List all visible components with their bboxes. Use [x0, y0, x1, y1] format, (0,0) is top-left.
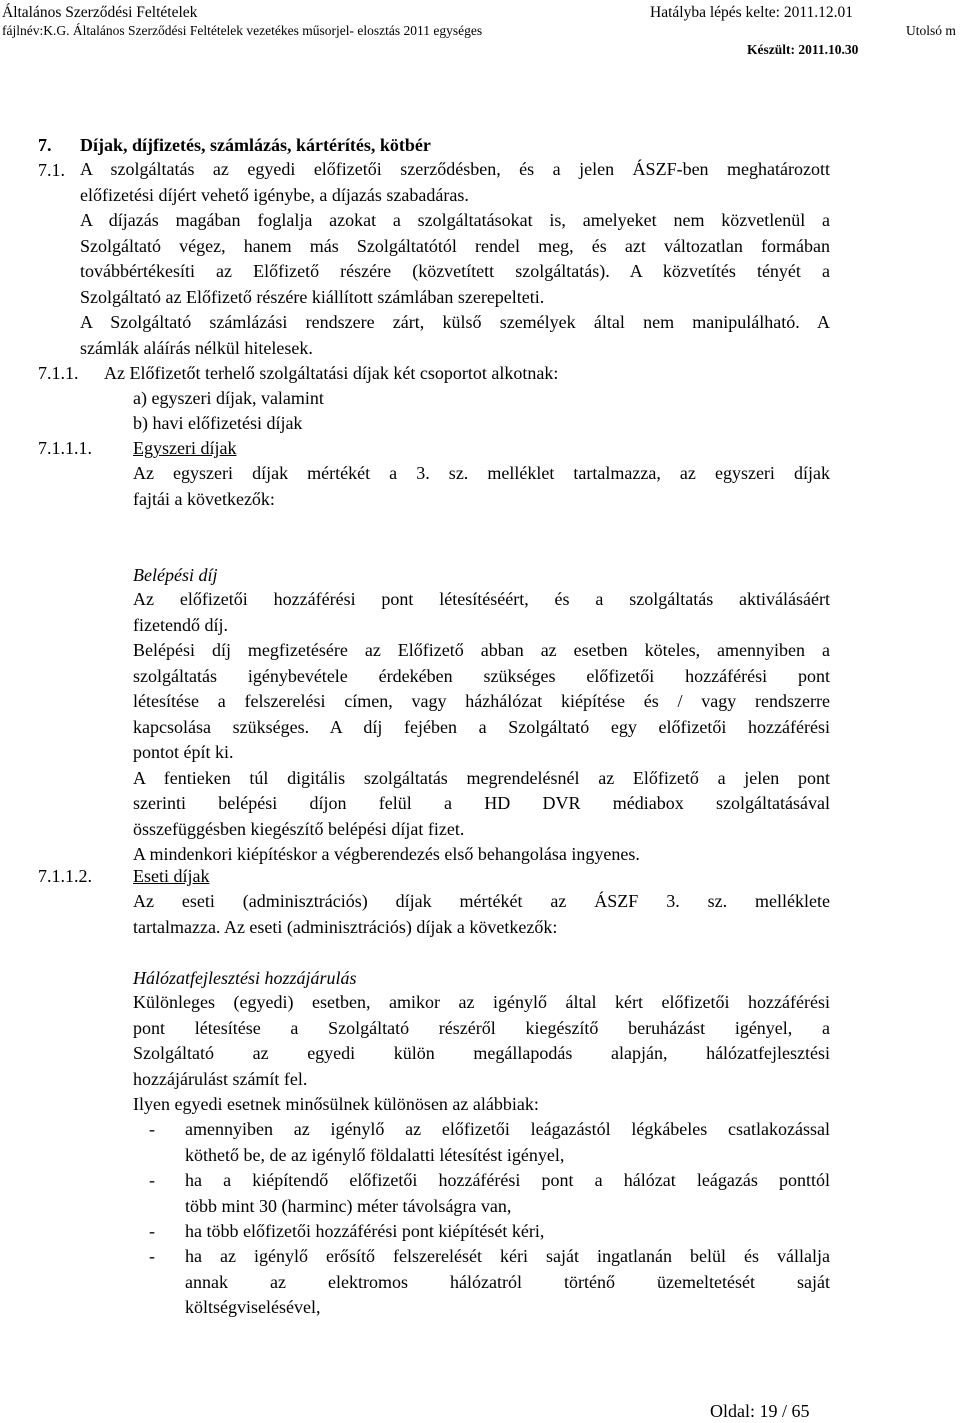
eseti-intro — [133, 889, 830, 940]
clause-7-1-1-2-title: Eseti díjak — [133, 866, 210, 886]
clause-line: A díjazás magában foglalja azokat a szolgáltatásokat is, amelyeket nem közvetlenül a — [80, 210, 830, 230]
clause-line: összefüggésben kiegészítő belépési díjat fizet. — [133, 818, 465, 839]
clause-7-1-1-2-number: 7.1.1.2. — [38, 866, 92, 886]
dash-list-item — [185, 1244, 830, 1321]
clause-7-1-number: 7.1. — [38, 160, 65, 180]
clause-line: ha több előfizetői hozzáférési pont kiépítését kéri, — [185, 1221, 545, 1241]
egyszeri-intro — [133, 461, 830, 512]
clause-line: Az előfizetői hozzáférési pont létesítéséért, és a szolgáltatás aktiválásáért — [133, 589, 830, 609]
clause-line: A mindenkori kiépítéskor a végberendezés első behangolása ingyenes. — [133, 844, 640, 864]
clause-line: több mint 30 (harminc) méter távolságra van, — [185, 1195, 512, 1216]
clause-line: Belépési díj megfizetésére az Előfizető abban az esetben köteles, amennyiben a — [133, 640, 830, 660]
clause-line: ha a kiépítendő előfizetői hozzáférési pont a hálózat leágazás ponttól — [185, 1170, 830, 1190]
clause-line: Az eseti (adminisztrációs) díjak mértékét az ÁSZF 3. sz. melléklete — [133, 891, 830, 911]
clause-line: A Szolgáltató számlázási rendszere zárt, külső személyek által nem manipulálható. A — [80, 312, 830, 332]
clause-line: szolgáltatás igénybevétele érdekében szükséges előfizetői hozzáférési pont — [133, 665, 830, 686]
clause-line: A fentieken túl digitális szolgáltatás megrendelésnél az Előfizető a jelen pont — [133, 767, 830, 788]
clause-line: Ilyen egyedi esetnek minősülnek különösen az alábbiak: — [133, 1094, 539, 1114]
clause-line: pont létesítése a Szolgáltató részéről kiegészítő beruházást igényel, a — [133, 1017, 830, 1038]
clause-7-1-text — [80, 157, 830, 361]
clause-line: amennyiben az igénylő az előfizetői leágazástól légkábeles csatlakozással — [185, 1119, 830, 1139]
dash-list-item — [185, 1168, 830, 1219]
dash-marker: - — [149, 1170, 155, 1190]
clause-line: Szolgáltató az egyedi külön megállapodás alapján, hálózatfejlesztési — [133, 1043, 830, 1063]
clause-line: annak az elektromos hálózatról történő üzemeltetését saját — [185, 1271, 830, 1292]
dash-marker: - — [149, 1221, 155, 1241]
clause-line: kapcsolása szükséges. A díj fejében a Szolgáltató egy előfizetői hozzáférési — [133, 716, 830, 737]
list-item-b: b) havi előfizetési díjak — [133, 413, 303, 433]
halozatfejlesztesi-title: Hálózatfejlesztési hozzájárulás — [133, 968, 357, 988]
dash-marker: - — [149, 1119, 155, 1139]
clause-line: ha az igénylő erősítő felszerelését kéri saját ingatlanán belül és vállalja — [185, 1246, 830, 1266]
clause-line: pontot épít ki. — [133, 742, 234, 762]
clause-line: számlák aláírás nélkül hitelesek. — [80, 337, 313, 358]
dash-marker: - — [149, 1246, 155, 1266]
clause-line: Különleges (egyedi) esetben, amikor az igénylő által kért előfizetői hozzáférési — [133, 992, 830, 1012]
header-created-date: Készült: 2011.10.30 — [747, 42, 859, 57]
header-document-title: Általános Szerződési Feltételek — [2, 4, 198, 21]
dash-list-item — [185, 1117, 830, 1168]
dash-list-item — [185, 1219, 830, 1245]
header-effective-date: Hatályba lépés kelte: 2011.12.01 — [650, 4, 854, 21]
clause-line: előfizetési díjért vehető igénybe, a díjazás szabadáras. — [80, 184, 469, 205]
halozatfejlesztesi-text — [133, 990, 830, 1118]
clause-line: A szolgáltatás az egyedi előfizetői szerződésben, és a jelen ÁSZF-ben meghatározott — [80, 159, 830, 179]
header-filename: fájlnév:K.G. Általános Szerződési Feltételek vezetékes műsorjel- elosztás 2011 egységes — [2, 23, 483, 38]
belepesi-dij-title: Belépési díj — [133, 565, 218, 585]
clause-line: fizetendő díj. — [133, 614, 228, 635]
section-title: Díjak, díjfizetés, számlázás, kártérítés, kötbér — [80, 135, 431, 155]
clause-line: hozzájárulást számít fel. — [133, 1068, 308, 1089]
clause-line: köthető be, de az igénylő földalatti létesítést igényel, — [185, 1144, 565, 1165]
list-item-a: a) egyszeri díjak, valamint — [133, 388, 324, 408]
clause-line: fajtái a következők: — [133, 488, 275, 509]
clause-line: tartalmazza. Az eseti (adminisztrációs) díjak a következők: — [133, 916, 558, 937]
clause-7-1-1-text: Az Előfizetőt terhelő szolgáltatási díjak két csoportot alkotnak: — [104, 363, 559, 383]
belepesi-dij-text — [133, 587, 830, 868]
clause-line: továbbértékesíti az Előfizető részére (közvetített szolgáltatás). A közvetítés tényét a — [80, 261, 830, 281]
clause-line: létesítése a felszerelési címen, vagy házhálózat kiépítése és / vagy rendszerre — [133, 691, 830, 711]
clause-line: Az egyszeri díjak mértékét a 3. sz. melléklet tartalmazza, az egyszeri díjak — [133, 463, 830, 483]
page-number: Oldal: 19 / 65 — [710, 1401, 810, 1421]
clause-line: szerinti belépési díjon felül a HD DVR médiabox szolgáltatásával — [133, 793, 830, 813]
header-last-modified: Utolsó m — [906, 23, 956, 38]
clause-line: Szolgáltató az Előfizető részére kiállított számlában szerepelteti. — [80, 286, 545, 307]
clause-line: Szolgáltató végez, hanem más Szolgáltatótól rendel meg, és azt változatlan formában — [80, 235, 830, 256]
section-number: 7. — [38, 135, 52, 155]
clause-line: költségviselésével, — [185, 1297, 321, 1317]
clause-7-1-1-number: 7.1.1. — [38, 363, 79, 383]
clause-7-1-1-1-number: 7.1.1.1. — [38, 438, 92, 458]
clause-7-1-1-1-title: Egyszeri díjak — [133, 438, 237, 458]
